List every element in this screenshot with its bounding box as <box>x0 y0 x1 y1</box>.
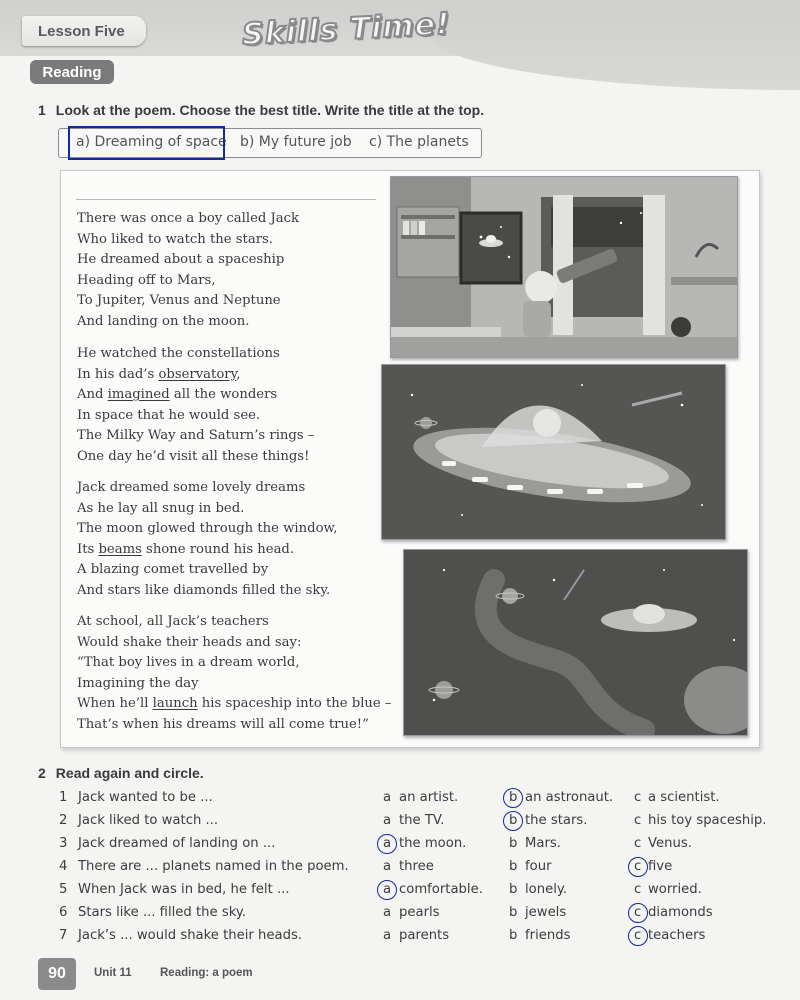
q2-option-b[interactable]: an astronaut. <box>525 790 614 805</box>
q2-question: There are ... planets named in the poem. <box>78 859 349 874</box>
q2-option-letter-b[interactable]: b <box>509 882 518 897</box>
q2-item-number: 3 <box>59 836 68 851</box>
q2-option-letter-c[interactable]: c <box>634 790 642 805</box>
poem-line: And stars like diamonds filled the sky. <box>77 582 331 598</box>
q2-option-letter-a[interactable]: a <box>383 905 392 920</box>
q2-item-number: 1 <box>59 790 68 805</box>
q2-question: Jack wanted to be ... <box>78 790 213 805</box>
q2-option-c[interactable]: his toy spaceship. <box>648 813 767 828</box>
answer-circle <box>377 880 397 900</box>
answer-circle <box>377 834 397 854</box>
q2-option-letter-c[interactable]: c <box>634 859 642 874</box>
q2-option-letter-c[interactable]: c <box>634 836 642 851</box>
q2-option-letter-b[interactable]: b <box>509 928 518 943</box>
q2-option-c[interactable]: a scientist. <box>648 790 720 805</box>
q2-option-b[interactable]: four <box>525 859 552 874</box>
header-curve <box>430 0 800 90</box>
q2-option-letter-c[interactable]: c <box>634 813 642 828</box>
q2-question: Jack liked to watch ... <box>78 813 219 828</box>
q2-option-c[interactable]: Venus. <box>648 836 692 851</box>
footer-topic: Reading: a poem <box>160 967 253 979</box>
q2-option-letter-a[interactable]: a <box>383 859 392 874</box>
text: shone round his head. <box>141 541 295 557</box>
underlined-word: observatory <box>158 366 237 382</box>
text: And <box>77 387 108 403</box>
q2-row <box>0 836 800 858</box>
text: When he’ll <box>77 696 153 712</box>
poem-line: Who liked to watch the stars. <box>77 231 273 247</box>
underlined-word: beams <box>98 541 142 557</box>
q2-instruction: Read again and circle. <box>55 765 204 781</box>
q2-option-a[interactable]: parents <box>399 928 450 943</box>
bedroom-illustration <box>390 176 738 358</box>
q2-option-b[interactable]: lonely. <box>525 882 567 897</box>
title-option-b[interactable]: b) My future job <box>240 134 352 150</box>
q2-heading <box>38 765 204 781</box>
q2-option-letter-a[interactable]: a <box>383 882 392 897</box>
q2-number: 2 <box>38 765 46 781</box>
q2-row <box>0 928 800 950</box>
poem-line: There was once a boy called Jack <box>77 211 300 226</box>
q2-option-letter-c[interactable]: c <box>634 928 642 943</box>
poem-stanza-2 <box>77 344 314 468</box>
q2-question: Stars like ... filled the sky. <box>78 905 246 920</box>
text: all the wonders <box>169 387 278 403</box>
q2-option-letter-b[interactable]: b <box>509 813 518 828</box>
poem-line: The moon glowed through the window, <box>77 521 338 537</box>
q2-option-c[interactable]: diamonds <box>648 905 713 920</box>
skills-time-title: Skills Time! <box>241 6 452 53</box>
comet-illustration <box>403 549 748 736</box>
q2-option-letter-a[interactable]: a <box>383 836 392 851</box>
poem-line <box>77 385 314 406</box>
poem-line: He dreamed about a spaceship <box>77 252 285 268</box>
underlined-word: imagined <box>107 387 170 403</box>
q2-option-b[interactable]: Mars. <box>525 836 561 851</box>
poem-line: The Milky Way and Saturn’s rings – <box>77 428 315 444</box>
q2-row <box>0 813 800 835</box>
poem-line: That’s when his dreams will all come true!” <box>77 716 369 732</box>
poem-line <box>77 694 392 715</box>
poem-line <box>77 365 314 386</box>
q2-row <box>0 790 800 812</box>
q1-heading <box>38 102 484 118</box>
q2-option-c[interactable]: teachers <box>648 928 706 943</box>
q1-number: 1 <box>38 102 46 118</box>
poem-line: To Jupiter, Venus and Neptune <box>77 293 281 309</box>
q2-option-a[interactable]: three <box>399 859 434 874</box>
q2-option-letter-a[interactable]: a <box>383 813 392 828</box>
q2-question: Jack’s ... would shake their heads. <box>78 928 303 943</box>
q2-option-letter-c[interactable]: c <box>634 882 642 897</box>
q2-question: When Jack was in bed, he felt ... <box>78 882 290 897</box>
answer-circle <box>503 788 523 808</box>
q2-option-a[interactable]: comfortable. <box>399 882 483 897</box>
poem-line: In space that he would see. <box>77 407 261 423</box>
poem-line: And landing on the moon. <box>77 313 250 329</box>
q2-option-c[interactable]: worried. <box>648 882 702 897</box>
q1-instruction: Look at the poem. Choose the best title. Write the title at the top. <box>55 102 485 118</box>
q2-option-letter-c[interactable]: c <box>634 905 642 920</box>
q2-option-a[interactable]: an artist. <box>399 790 459 805</box>
q2-option-c[interactable]: five <box>648 859 673 874</box>
spaceship-illustration <box>381 364 726 540</box>
q2-question: Jack dreamed of landing on ... <box>78 836 276 851</box>
poem-stanza-3 <box>77 478 337 602</box>
q2-option-letter-a[interactable]: a <box>383 790 392 805</box>
text: In his dad’s <box>77 366 159 382</box>
answer-circle <box>503 811 523 831</box>
poem-line: Jack dreamed some lovely dreams <box>77 480 306 495</box>
q2-item-number: 6 <box>59 905 68 920</box>
poem-line: Imagining the day <box>77 675 199 691</box>
q2-option-a[interactable]: the TV. <box>399 813 445 828</box>
q2-option-letter-a[interactable]: a <box>383 928 392 943</box>
answer-circle <box>628 857 648 877</box>
q2-option-letter-b[interactable]: b <box>509 905 518 920</box>
page-number: 90 <box>38 958 76 990</box>
underlined-word: launch <box>152 696 198 712</box>
q2-item-number: 2 <box>59 813 68 828</box>
poem-stanza-4 <box>77 612 392 736</box>
poem-line: A blazing comet travelled by <box>77 562 269 578</box>
q2-option-letter-b[interactable]: b <box>509 859 518 874</box>
q2-option-a[interactable]: pearls <box>399 905 440 920</box>
poem-line: Would shake their heads and say: <box>77 634 302 650</box>
poem-line: “That boy lives in a dream world, <box>77 655 300 671</box>
q2-row <box>0 859 800 881</box>
text: , <box>236 366 241 382</box>
footer-unit: Unit 11 <box>94 967 132 979</box>
q2-item-number: 7 <box>59 928 68 943</box>
text: Its <box>77 541 99 557</box>
q2-item-number: 4 <box>59 859 68 874</box>
poem-line: As he lay all snug in bed. <box>77 500 245 516</box>
lesson-label: Lesson Five <box>22 16 146 46</box>
q2-option-b[interactable]: friends <box>525 928 571 943</box>
text: his spaceship into the blue – <box>197 696 392 712</box>
title-option-a[interactable]: a) Dreaming of space <box>76 134 227 150</box>
poem-line: He watched the constellations <box>77 346 280 361</box>
q2-option-letter-b[interactable]: b <box>509 836 518 851</box>
answer-circle <box>628 903 648 923</box>
poem-line: Heading off to Mars, <box>77 272 216 288</box>
q2-option-b[interactable]: the stars. <box>525 813 588 828</box>
poem-stanza-1 <box>77 209 299 333</box>
title-write-line[interactable] <box>76 199 376 200</box>
q2-option-b[interactable]: jewels <box>525 905 567 920</box>
q2-row <box>0 905 800 927</box>
q2-row <box>0 882 800 904</box>
q2-option-a[interactable]: the moon. <box>399 836 467 851</box>
title-option-c[interactable]: c) The planets <box>369 134 469 150</box>
q2-item-number: 5 <box>59 882 68 897</box>
poem-line: One day he’d visit all these things! <box>77 448 310 464</box>
answer-circle <box>628 926 648 946</box>
q2-option-letter-b[interactable]: b <box>509 790 518 805</box>
reading-section-tab: Reading <box>30 60 114 84</box>
poem-line <box>77 540 337 561</box>
answer-mark-box <box>68 126 225 160</box>
poem-line: At school, all Jack’s teachers <box>77 614 269 629</box>
